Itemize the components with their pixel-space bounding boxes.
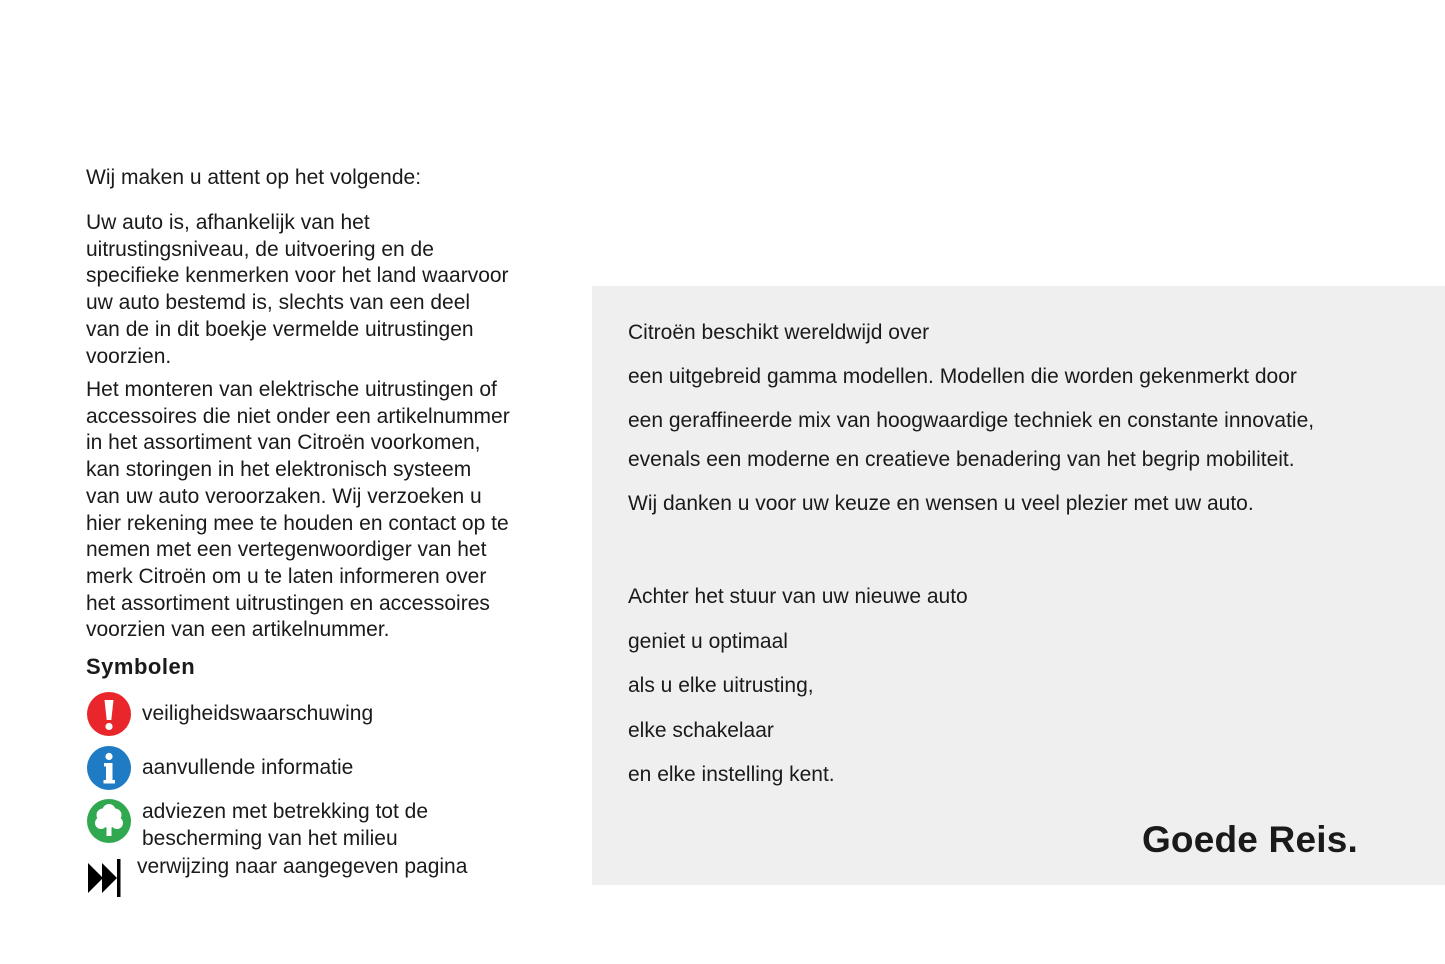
paragraph-equipment-notice xyxy=(86,210,556,370)
paragraph-line: uitrustingsniveau, de uitvoering en de xyxy=(86,237,434,261)
panel-line: Achter het stuur van uw nieuwe auto xyxy=(628,585,968,608)
page-reference-icon xyxy=(86,857,124,899)
paragraph-line: voorzien. xyxy=(86,344,172,368)
symbol-label xyxy=(142,700,373,727)
paragraph-line: accessoires die niet onder een artikelnummer xyxy=(86,404,510,428)
paragraph-line: merk Citroën om u te laten informeren over xyxy=(86,564,487,588)
panel-line: en elke instelling kent. xyxy=(628,763,835,786)
paragraph-line: van de in dit boekje vermelde uitrustingen xyxy=(86,317,474,341)
info-icon xyxy=(86,745,132,791)
symbol-label xyxy=(137,853,467,880)
paragraph-line: van uw auto veroorzaken. Wij verzoeken u xyxy=(86,484,482,508)
welcome-panel xyxy=(592,286,1445,885)
panel-line: elke schakelaar xyxy=(628,719,774,742)
panel-line: evenals een moderne en creatieve benadering van het begrip mobiliteit. xyxy=(628,448,1295,471)
paragraph-line: in het assortiment van Citroën voorkomen, xyxy=(86,431,481,455)
paragraph-line: Uw auto is, afhankelijk van het xyxy=(86,211,370,234)
symbol-row-page-reference xyxy=(86,853,467,899)
symbol-row-warning xyxy=(86,691,373,737)
symbol-label-line: bescherming van het milieu xyxy=(142,827,398,850)
symbol-label-line: veiligheidswaarschuwing xyxy=(142,702,374,725)
paragraph-accessories-notice xyxy=(86,377,556,644)
intro-text: Wij maken u attent op het volgende: xyxy=(86,166,422,189)
warning-icon xyxy=(86,691,132,737)
closing-greeting: Goede Reis. xyxy=(1141,819,1358,860)
symbol-label-line: adviezen met betrekking tot de xyxy=(142,800,429,823)
symbol-label xyxy=(142,798,428,852)
symbol-label-line: aanvullende informatie xyxy=(142,756,354,779)
panel-line: Wij danken u voor uw keuze en wensen u veel plezier met uw auto. xyxy=(628,492,1254,515)
paragraph-line: het assortiment uitrustingen en accessoires xyxy=(86,591,490,615)
tree-icon xyxy=(86,798,132,844)
paragraph-line: hier rekening mee te houden en contact op te xyxy=(86,511,509,535)
symbol-label-line: verwijzing naar aangegeven pagina xyxy=(137,855,468,878)
panel-line: een uitgebreid gamma modellen. Modellen die worden gekenmerkt door xyxy=(628,365,1297,388)
panel-line: als u elke uitrusting, xyxy=(628,674,814,697)
paragraph-line: nemen met een vertegenwoordiger van het xyxy=(86,538,487,562)
paragraph-line: kan storingen in het elektronisch systeem xyxy=(86,458,472,482)
symbol-row-info xyxy=(86,745,353,791)
symbol-row-environment xyxy=(86,798,428,852)
paragraph-line: specifieke kenmerken voor het land waarvoor xyxy=(86,264,509,288)
paragraph-line: voorzien van een artikelnummer. xyxy=(86,618,390,642)
symbols-heading: Symbolen xyxy=(86,654,196,679)
panel-line: geniet u optimaal xyxy=(628,630,788,653)
panel-line: Citroën beschikt wereldwijd over xyxy=(628,321,930,344)
symbol-label xyxy=(142,754,353,781)
paragraph-line: uw auto bestemd is, slechts van een deel xyxy=(86,291,471,315)
paragraph-line: Het monteren van elektrische uitrustingen of xyxy=(86,378,497,401)
panel-line: een geraffineerde mix van hoogwaardige techniek en constante innovatie, xyxy=(628,409,1315,432)
